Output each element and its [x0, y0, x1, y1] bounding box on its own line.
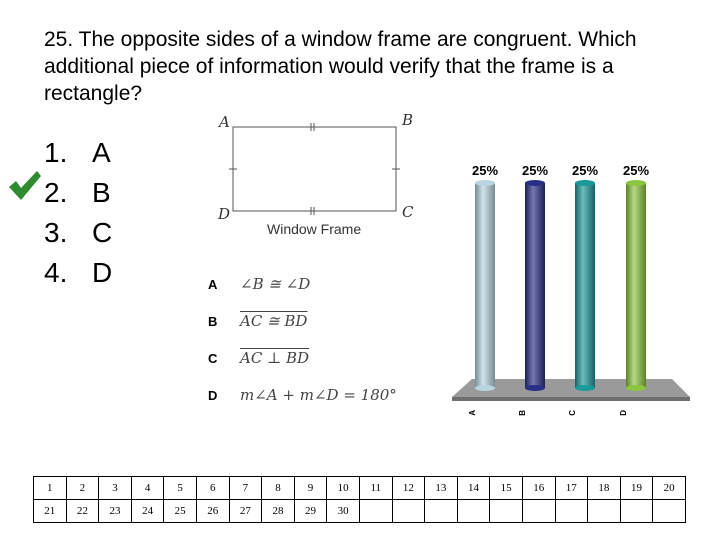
grid-cell: 26 — [196, 500, 229, 523]
grid-cell — [588, 500, 621, 523]
answer-number: 3. — [44, 217, 68, 248]
bar-base — [626, 385, 646, 391]
grid-cell — [620, 500, 653, 523]
grid-cell: 10 — [327, 477, 360, 500]
bar-category-label: B — [518, 410, 527, 416]
vertex-label-b: B — [402, 111, 414, 129]
bar-cap — [525, 180, 545, 186]
answer-label: B — [92, 177, 111, 208]
grid-cell: 3 — [99, 477, 132, 500]
grid-cell: 11 — [359, 477, 392, 500]
option-letter: C — [208, 351, 218, 366]
grid-row — [34, 477, 686, 500]
answer-label: C — [92, 217, 113, 248]
grid-cell — [522, 500, 555, 523]
grid-cell — [425, 500, 458, 523]
bar-category-label: A — [468, 410, 477, 416]
bar-value-label: 25% — [521, 163, 549, 178]
question-number-grid — [33, 476, 686, 523]
question-text: 25. The opposite sides of a window frame are congruent. Which additional piece of information would verify that the frame is a rectangle? — [44, 28, 637, 105]
answer-label: A — [92, 137, 111, 168]
grid-cell: 16 — [522, 477, 555, 500]
chart-floor-edge — [452, 397, 690, 401]
grid-cell — [457, 500, 490, 523]
grid-cell: 23 — [99, 500, 132, 523]
option-letter: A — [208, 277, 218, 292]
grid-cell: 6 — [196, 477, 229, 500]
answer-number: 2. — [44, 177, 68, 208]
grid-cell: 15 — [490, 477, 523, 500]
answer-label: D — [92, 257, 113, 288]
grid-cell: 8 — [262, 477, 295, 500]
vertex-label-a: A — [219, 113, 230, 131]
grid-cell: 29 — [294, 500, 327, 523]
option-expression: AC ⊥ BD — [240, 349, 310, 367]
bar-shading — [525, 183, 545, 388]
option-expression: ∠B ≅ ∠D — [240, 275, 311, 293]
bar-cap — [475, 180, 495, 186]
bar-category-label: C — [568, 410, 577, 416]
grid-cell: 27 — [229, 500, 262, 523]
bar-category-label: D — [619, 410, 628, 416]
grid-cell: 12 — [392, 477, 425, 500]
bar-base — [475, 385, 495, 391]
bar-cap — [626, 180, 646, 186]
bar-cap — [575, 180, 595, 186]
grid-cell: 13 — [425, 477, 458, 500]
grid-cell: 24 — [131, 500, 164, 523]
frame-caption: Window Frame — [267, 221, 362, 237]
grid-cell: 1 — [34, 477, 67, 500]
grid-cell: 20 — [653, 477, 686, 500]
grid-cell: 30 — [327, 500, 360, 523]
grid-cell: 18 — [588, 477, 621, 500]
answer-number: 1. — [44, 137, 68, 168]
grid-cell — [490, 500, 523, 523]
grid-cell: 4 — [131, 477, 164, 500]
bar-value-label: 25% — [571, 163, 599, 178]
option-expression: m∠A + m∠D = 180° — [240, 386, 397, 404]
option-letter: D — [208, 388, 218, 403]
bar-shading — [575, 183, 595, 388]
option-letter: B — [208, 314, 218, 329]
grid-cell: 7 — [229, 477, 262, 500]
grid-cell: 5 — [164, 477, 197, 500]
grid-cell: 22 — [66, 500, 99, 523]
bar-base — [525, 385, 545, 391]
grid-cell: 17 — [555, 477, 588, 500]
grid-cell: 14 — [457, 477, 490, 500]
grid-cell: 21 — [34, 500, 67, 523]
bar-value-label: 25% — [622, 163, 650, 178]
grid-cell: 2 — [66, 477, 99, 500]
grid-cell: 9 — [294, 477, 327, 500]
answer-number: 4. — [44, 257, 68, 288]
bar-shading — [626, 183, 646, 388]
option-expression: AC ≅ BD — [240, 312, 308, 330]
grid-cell: 19 — [620, 477, 653, 500]
bar-shading — [475, 183, 495, 388]
grid-cell: 28 — [262, 500, 295, 523]
bar-value-label: 25% — [471, 163, 499, 178]
vertex-label-c: C — [402, 203, 414, 221]
vertex-label-d: D — [218, 205, 231, 223]
grid-cell — [555, 500, 588, 523]
grid-cell: 25 — [164, 500, 197, 523]
bar-base — [575, 385, 595, 391]
grid-row — [34, 500, 686, 523]
grid-cell — [392, 500, 425, 523]
grid-cell — [653, 500, 686, 523]
grid-cell — [359, 500, 392, 523]
